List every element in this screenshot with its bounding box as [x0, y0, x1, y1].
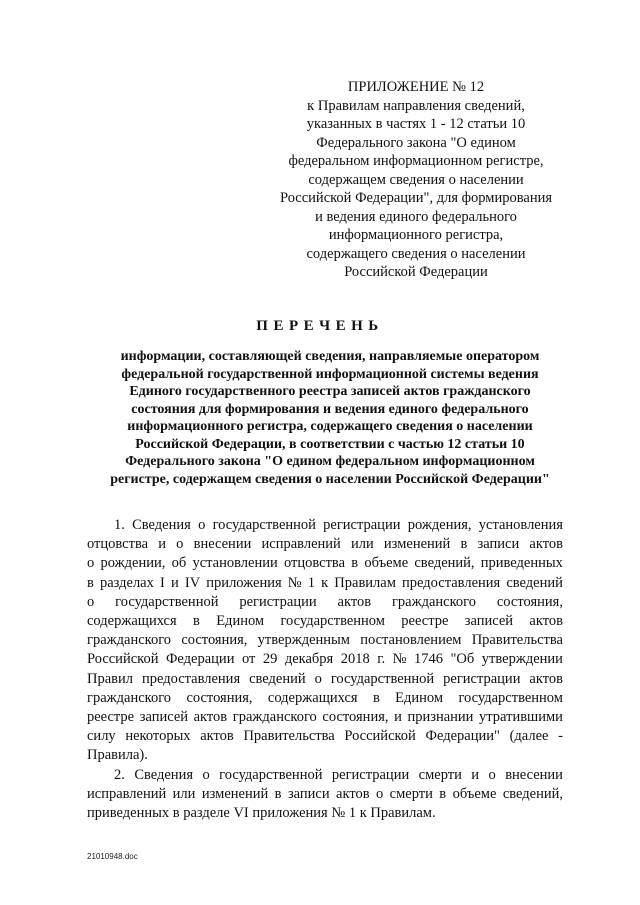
subtitle-line: состояния для формирования и ведения единого федерального: [131, 401, 529, 417]
body-word: о: [198, 517, 206, 533]
document-title: ПЕРЕЧЕНЬ: [256, 318, 384, 334]
body-word: признании: [407, 709, 474, 726]
body-word: о: [176, 536, 184, 553]
body-line: [87, 804, 563, 823]
appendix-line: федеральном информационном регистре,: [288, 153, 544, 169]
body-word: содержащихся: [267, 689, 358, 706]
body-word: предоставления: [141, 670, 241, 687]
file-code: 21010948.doc: [87, 852, 138, 861]
body-word: силу: [87, 728, 116, 745]
body-word: записей: [139, 709, 189, 726]
body-word: изменений: [201, 785, 269, 802]
body-word: смерти: [389, 785, 433, 802]
appendix-line: содержащем сведения о населении: [308, 171, 524, 188]
body-word: Российской: [87, 651, 159, 668]
body-word: регистрации: [443, 670, 521, 687]
appendix-line: Российской Федерации: [344, 264, 488, 280]
subtitle-line: информационного регистра, содержащего сведения о населении: [127, 419, 533, 434]
body-word: регистрации: [239, 593, 317, 610]
body-line: [87, 516, 563, 535]
body-word: Сведения: [132, 517, 191, 533]
body-line: [87, 554, 563, 573]
body-word: Правительства: [243, 728, 335, 745]
body-word: актов: [529, 670, 563, 687]
body-line: [87, 593, 563, 612]
body-word: "Об: [450, 651, 475, 668]
body-word: гражданского: [232, 709, 317, 726]
body-word: №: [287, 574, 302, 591]
body-word: гражданского: [87, 689, 172, 706]
body-word: актов: [529, 536, 563, 553]
body-word: гражданского: [391, 593, 476, 610]
body-word: Федерации": [425, 728, 500, 745]
body-word: 2018: [340, 651, 370, 668]
body-word: Сведения: [134, 766, 193, 783]
body-word: о: [87, 593, 95, 610]
body-word: регистрации: [323, 517, 401, 533]
body-word: IV: [184, 574, 201, 591]
body-word: смерти: [418, 766, 462, 783]
body-word: государственной: [115, 593, 219, 610]
body-word: об: [171, 555, 187, 572]
body-word: г.: [377, 651, 386, 668]
body-line: [87, 650, 563, 669]
body-word: в: [193, 613, 200, 630]
appendix-number: ПРИЛОЖЕНИЕ № 12: [347, 79, 485, 95]
body-word: 1746: [414, 651, 444, 668]
body-word: государственном: [458, 689, 563, 706]
body-line: [87, 708, 563, 727]
body-word: (далее: [509, 728, 549, 745]
body-word: объеме: [452, 785, 497, 802]
body-line-text: Правила).: [87, 747, 148, 764]
body-word: приведенных: [480, 555, 563, 572]
subtitle-line: Российской Федерации, в соответствии с частью 12 статьи 10: [135, 436, 525, 452]
body-word: государственной: [330, 670, 435, 687]
body-word: актов: [529, 613, 563, 630]
body-line: [87, 535, 563, 554]
body-word: 1: [307, 574, 315, 591]
body-word: о: [202, 766, 210, 783]
body-word: приложения: [206, 574, 282, 591]
body-word: декабря: [284, 651, 334, 668]
body-word: внесении: [193, 536, 252, 553]
body-word: в: [372, 689, 380, 706]
body-line: [87, 631, 563, 650]
subtitle-line: Единого государственного реестра записей актов гражданского: [129, 384, 531, 399]
body-word: о: [376, 785, 384, 802]
body-word: и: [170, 574, 179, 591]
body-word: сведений: [506, 574, 563, 591]
body-word: исправлений: [87, 785, 167, 802]
body-word: актов: [337, 593, 372, 610]
body-word: утвержденным: [257, 632, 350, 649]
body-word: к: [321, 574, 329, 591]
body-word: в: [460, 536, 468, 553]
body-word: отцовства: [283, 555, 345, 572]
body-word: от: [241, 651, 256, 668]
appendix-line: и ведения единого федерального: [315, 208, 517, 225]
appendix-line: указанных в частях 1 - 12 статьи 10: [306, 116, 526, 132]
body-word: I: [160, 574, 165, 591]
body-line: [87, 766, 563, 785]
body-word: сведений,: [414, 555, 475, 572]
subtitle-line: Федерального закона "О едином федеральном информационном: [125, 454, 535, 469]
body-word: государственной: [212, 517, 316, 533]
body-word: Правительства: [471, 632, 563, 649]
body-word: 29: [262, 651, 278, 668]
body-word: и: [394, 709, 402, 726]
body-line: [87, 670, 563, 689]
body-word: Российской: [344, 728, 416, 745]
appendix-line: Федерального закона "О едином: [316, 134, 516, 151]
body-word: №: [392, 651, 407, 668]
body-word: актов: [193, 709, 228, 726]
body-word: записи: [287, 785, 330, 802]
body-word: содержащихся: [87, 613, 177, 630]
document-subtitle: [60, 348, 600, 488]
body-word: установления: [478, 517, 563, 533]
body-line: [87, 785, 563, 804]
body-word: о: [87, 555, 95, 572]
body-word: утверждении: [481, 651, 563, 668]
body-line: [87, 727, 563, 746]
body-word: 1.: [114, 517, 125, 533]
body-line-text: приведенных в разделе VI приложения № 1 к Правилам.: [87, 805, 436, 822]
body-word: и: [471, 766, 480, 783]
body-word: гражданского: [87, 632, 172, 649]
appendix-header: [270, 78, 562, 282]
body-word: о: [314, 670, 322, 687]
body-word: записей: [464, 613, 514, 630]
body-word: государственном: [280, 613, 385, 630]
body-word: состояния,: [322, 709, 389, 726]
body-word: утратившими: [479, 709, 563, 726]
body-word: разделах: [99, 574, 154, 591]
body-word: государственной: [219, 766, 323, 783]
body-word: состояния,: [181, 632, 248, 649]
body-line: [87, 689, 563, 708]
body-word: актов: [336, 785, 370, 802]
appendix-line: к Правилам направления сведений,: [307, 97, 525, 114]
document-body: [87, 516, 563, 823]
body-word: постановлением: [360, 632, 462, 649]
body-word: сведений: [249, 670, 306, 687]
body-word: состояния,: [496, 593, 563, 610]
body-word: о: [488, 766, 496, 783]
appendix-line: информационного регистра,: [328, 227, 504, 243]
body-word: и: [158, 536, 166, 553]
appendix-line: содержащего сведения о населении: [306, 245, 526, 262]
body-word: исправлений: [261, 536, 341, 553]
body-word: в: [274, 785, 282, 802]
body-word: записи: [477, 536, 520, 553]
body-word: объеме: [364, 555, 409, 572]
body-word: рождения,: [407, 517, 472, 533]
appendix-line: Российской Федерации", для формирования: [279, 190, 553, 206]
body-word: или: [350, 536, 374, 553]
subtitle-line: федеральной государственной информационной системы ведения: [121, 366, 539, 382]
body-word: Едином: [395, 689, 444, 706]
body-word: отцовства: [87, 536, 149, 553]
body-line: [87, 746, 563, 765]
body-word: реестре: [87, 709, 135, 726]
body-word: состояния,: [186, 689, 253, 706]
body-word: -: [558, 728, 563, 745]
body-word: Правилам: [334, 574, 396, 591]
body-word: Едином: [216, 613, 265, 630]
body-line: [87, 612, 563, 631]
body-word: установлении: [192, 555, 278, 572]
body-word: в: [439, 785, 447, 802]
body-word: изменений: [383, 536, 451, 553]
body-word: или: [172, 785, 196, 802]
subtitle-line: информации, составляющей сведения, направляемые оператором: [120, 349, 540, 364]
body-word: Правил: [87, 670, 133, 687]
body-word: в: [351, 555, 359, 572]
body-word: реестре: [401, 613, 449, 630]
body-line: [87, 574, 563, 593]
body-word: предоставления: [402, 574, 501, 591]
body-word: внесении: [505, 766, 563, 783]
body-word: Федерации: [165, 651, 235, 668]
body-word: 2.: [114, 766, 125, 783]
body-word: регистрации: [331, 766, 410, 783]
body-word: в: [87, 574, 94, 591]
body-word: сведений,: [502, 785, 563, 802]
body-word: актов: [200, 728, 234, 745]
subtitle-line: регистре, содержащем сведения о населении Российской Федерации": [110, 471, 550, 487]
body-word: рождении,: [100, 555, 166, 572]
body-word: некоторых: [125, 728, 191, 745]
